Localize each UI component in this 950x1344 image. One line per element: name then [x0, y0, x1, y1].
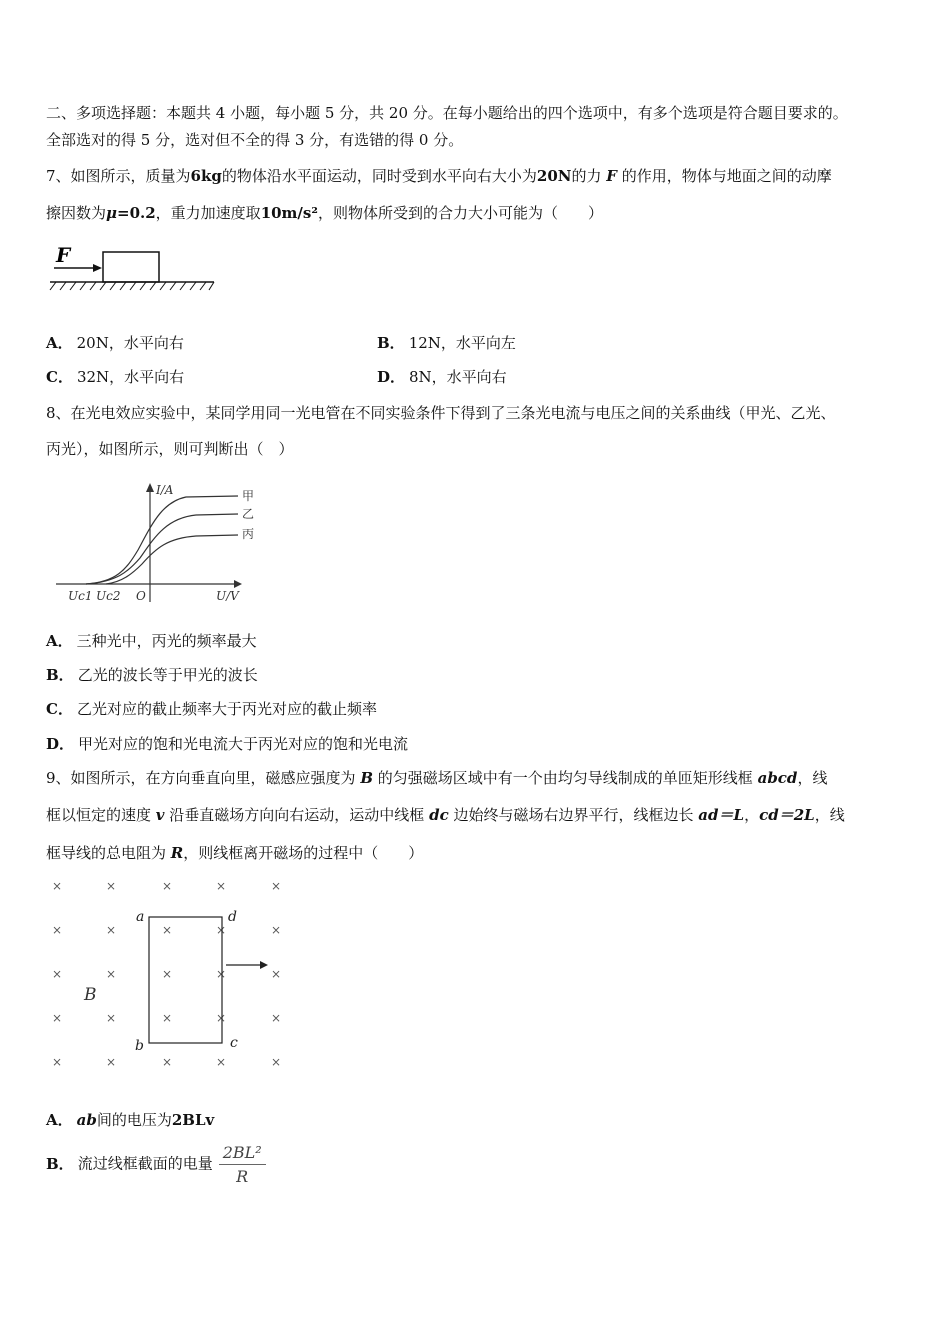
svg-text:×: ×	[215, 1055, 227, 1069]
q7-ground-hatch	[50, 282, 214, 290]
q7-option-c[interactable]: C． 32N，水平向右	[46, 368, 185, 386]
q9-charge-fraction: $\frac{\text{2BL²}}{R}$	[219, 1143, 266, 1186]
q8-stem-line2: 丙光），如图所示，则可判断出（ ）	[46, 440, 294, 458]
q7-force-label: F	[56, 243, 71, 267]
svg-text:×: ×	[161, 967, 173, 981]
q9-corner-b: b	[135, 1038, 144, 1054]
svg-text:×: ×	[215, 879, 227, 893]
q8-uc1-label: Uc1	[68, 589, 93, 603]
q8-curve-label-yi: 乙	[242, 507, 255, 521]
svg-text:×: ×	[105, 1011, 117, 1025]
svg-text:×: ×	[215, 967, 227, 981]
q7-arrow-head	[93, 264, 102, 272]
svg-text:×: ×	[51, 967, 63, 981]
q9-corner-d: d	[228, 909, 237, 925]
q7-block	[103, 252, 159, 282]
svg-text:×: ×	[161, 1011, 173, 1025]
svg-text:×: ×	[270, 923, 282, 937]
q9-corner-c: c	[230, 1035, 238, 1051]
q7-stem-line2: 擦因数为μ=0.2，重力加速度取10m/s²，则物体所受到的合力大小可能为（ ）	[46, 204, 603, 222]
q9-figure	[40, 870, 300, 1076]
q7-stem-line1: 7、如图所示，质量为6kg的物体沿水平面运动，同时受到水平向右大小为20N的力 F 的作用，物体与地面之间的动摩	[46, 167, 832, 185]
q8-x-arrow	[234, 580, 242, 588]
q9-wire-frame	[149, 917, 222, 1043]
svg-text:×: ×	[51, 923, 63, 937]
q8-curve-bing	[106, 535, 238, 584]
q7-figure	[46, 240, 221, 295]
q8-option-d[interactable]: D． 甲光对应的饱和光电流大于丙光对应的饱和光电流	[46, 735, 409, 753]
svg-text:×: ×	[270, 967, 282, 981]
svg-text:×: ×	[270, 1011, 282, 1025]
svg-text:×: ×	[51, 1055, 63, 1069]
section-heading-line1: 二、多项选择题：本题共 4 小题，每小题 5 分，共 20 分。在每小题给出的四个选项中，有多个选项是符合题目要求的。	[46, 104, 848, 122]
svg-text:×: ×	[161, 879, 173, 893]
q7-option-a[interactable]: A． 20N，水平向右	[46, 334, 184, 352]
q9-field-label: B	[84, 985, 97, 1005]
svg-text:×: ×	[215, 1011, 227, 1025]
svg-text:×: ×	[105, 879, 117, 893]
q9-stem-line2: 框以恒定的速度 v 沿垂直磁场方向向右运动，运动中线框 dc 边始终与磁场右边界平行，线框边长 ad＝L，cd＝2L，线	[46, 806, 845, 824]
q8-stem-line1: 8、在光电效应实验中，某同学用同一光电管在不同实验条件下得到了三条光电流与电压之间的关系曲线（甲光、乙光、	[46, 404, 836, 422]
svg-text:×: ×	[51, 879, 63, 893]
q8-curve-jia	[86, 496, 238, 584]
q9-velocity-arrow-head	[260, 961, 268, 969]
svg-text:×: ×	[105, 923, 117, 937]
svg-text:×: ×	[270, 1055, 282, 1069]
svg-text:×: ×	[105, 1055, 117, 1069]
q8-curve-label-bing: 丙	[242, 527, 255, 541]
q7-option-d[interactable]: D． 8N，水平向右	[377, 368, 507, 386]
q8-curve-yi	[86, 514, 238, 584]
q8-option-c[interactable]: C． 乙光对应的截止频率大于丙光对应的截止频率	[46, 700, 377, 718]
q8-option-a[interactable]: A． 三种光中，丙光的频率最大	[46, 632, 257, 650]
svg-text:×: ×	[161, 923, 173, 937]
q9-stem-line3: 框导线的总电阻为 R，则线框离开磁场的过程中（ ）	[46, 844, 424, 862]
q8-origin-label: O	[136, 589, 146, 603]
q9-corner-a: a	[136, 909, 145, 925]
q9-option-b[interactable]: B． 流过线框截面的电量 $\frac{\text{2BL²}}{R}$	[46, 1143, 266, 1186]
q8-y-label: I/A	[156, 483, 174, 497]
svg-text:×: ×	[105, 967, 117, 981]
svg-text:×: ×	[270, 879, 282, 893]
q8-uc2-label: Uc2	[96, 589, 121, 603]
svg-text:×: ×	[161, 1055, 173, 1069]
q9-field-crosses	[52, 879, 281, 1069]
q8-graph	[56, 478, 266, 606]
q9-stem-line1: 9、如图所示，在方向垂直向里，磁感应强度为 B 的匀强磁场区域中有一个由均匀导线制成的单匝矩形线框 abcd，线	[46, 769, 828, 787]
q8-x-label: U/V	[216, 589, 239, 603]
q9-option-a[interactable]: A． ab间的电压为2BLv	[46, 1111, 215, 1129]
section-heading-line2: 全部选对的得 5 分，选对但不全的得 3 分，有选错的得 0 分。	[46, 131, 464, 149]
q8-curve-label-jia: 甲	[242, 489, 255, 503]
q7-option-b[interactable]: B． 12N，水平向左	[377, 334, 516, 352]
q8-y-arrow	[146, 483, 154, 492]
svg-text:×: ×	[51, 1011, 63, 1025]
q8-option-b[interactable]: B． 乙光的波长等于甲光的波长	[46, 666, 258, 684]
svg-text:×: ×	[215, 923, 227, 937]
